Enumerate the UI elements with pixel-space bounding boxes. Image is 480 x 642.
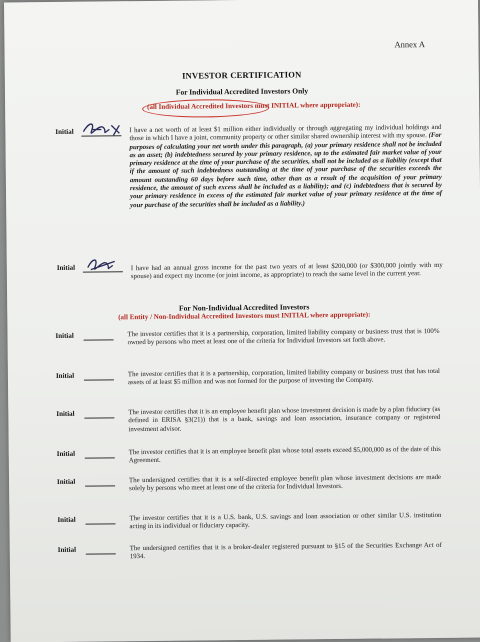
page-title: INVESTOR CERTIFICATION (182, 69, 302, 81)
initial-label-individual-2: Initial (56, 263, 76, 272)
entity-criterion-4: The investor certifies that it is an employee benefit plan whose total assets exceed $5,000,000 as of the date of this Agreement. (128, 445, 441, 465)
entity-criterion-1: The investor certifies that it is a partnership, corporation, limited liability company or business trust that is 100% owned by persons who meet at least one of the criteria for Individual Investors set forth above. (127, 327, 440, 347)
individual-criterion-2 (131, 262, 443, 282)
initial-line-entity-1[interactable] (84, 339, 114, 340)
individual-criterion-1-note: (For purposes of calculating your net worth under this paragraph, (a) your primary residence shall not be included as an asset; (b) indebtedness secured by your primary residence, up to the estimated fair market value of your primary residence at the time of your purchase of the securities, shall not be included as a liability (except that if the amount of such indebtedness outstanding at the time of your purchase of the securities exceeds the amount outstanding 60 days before such time, other than as a result of the acquisition of your primary residence, the amount of such excess shall be included as a liability); and (c) indebtedness that is secured by your primary residence in excess of the estimated fair market value of your primary residence at the time of your purchase of the securities shall be included as a liability.) (129, 132, 443, 209)
entity-criterion-2: The investor certifies that it is a partnership, corporation, limited liability company or business trust that has total assets of at least $5 million and was not formed for the purpose of investing the Company. (127, 367, 440, 387)
individual-instruction: (all Individual Accredited Investors must INITIAL where appropriate): (147, 100, 361, 111)
initial-label-entity-7: Initial (57, 545, 77, 554)
individual-criterion-1 (129, 124, 442, 210)
initial-label-entity-5: Initial (56, 477, 76, 486)
entity-criterion-5: The undersigned certifies that it is a self-directed employee benefit plan whose investment decisions are made solely by persons who meet at least one of the criteria for Individual Investors. (128, 473, 442, 493)
handwritten-initials-1 (79, 117, 129, 142)
initial-line-entity-5[interactable] (85, 485, 115, 486)
initial-label-entity-4: Initial (56, 449, 76, 458)
non-individual-title: For Non-Individual Accredited Investors (178, 302, 310, 313)
individual-subtitle: For Individual Accredited Investors Only (175, 86, 309, 97)
non-individual-instruction: (all Entity / Non-Individual Accredited Investors must INITIAL where appropriate): (118, 310, 371, 322)
annex-label: Annex A (394, 39, 425, 50)
initial-label-entity-1: Initial (55, 331, 74, 340)
initial-line-entity-2[interactable] (84, 379, 114, 380)
handwritten-initials-2 (85, 253, 121, 275)
entity-criterion-6: The investor certifies that it is a U.S. bank, U.S. savings and loan association or other similar U.S. institution acting in its individual or fiduciary capacity. (129, 511, 442, 531)
initial-label-individual-1: Initial (55, 127, 74, 136)
initial-line-entity-6[interactable] (85, 523, 115, 524)
initial-line-entity-4[interactable] (85, 457, 115, 458)
individual-criterion-1-lead: I have a net worth of at least $1 million either individually or through aggregating my individual holdings and those in which I have a joint, community property or other similar shared ownership interest with my spouse. (129, 123, 442, 143)
entity-criterion-7: The undersigned certifies that it is a broker-dealer registered pursuant to §15 of the Securities Exchange Act of 1934. (129, 541, 442, 561)
initial-label-entity-6: Initial (57, 515, 76, 524)
initial-label-entity-3: Initial (56, 409, 75, 418)
individual-criterion-2-lead: I have had an annual gross income for the past two years of at least $200,000 (or $300,000 jointly with my spouse) and expect my income (or joint income, as appropriate) to reach the same level in the current year. (130, 261, 443, 281)
initial-line-entity-3[interactable] (84, 417, 114, 418)
initial-line-entity-7[interactable] (86, 553, 116, 554)
document-page (4, 0, 480, 642)
initial-label-entity-2: Initial (55, 371, 75, 380)
entity-criterion-3: The investor certifies that it is an employee benefit plan whose investment decision is made by a plan fiduciary (as defined in ERISA §3(21)) that is a bank, savings and loan association, insurance company or registered investment advisor. (128, 405, 441, 433)
